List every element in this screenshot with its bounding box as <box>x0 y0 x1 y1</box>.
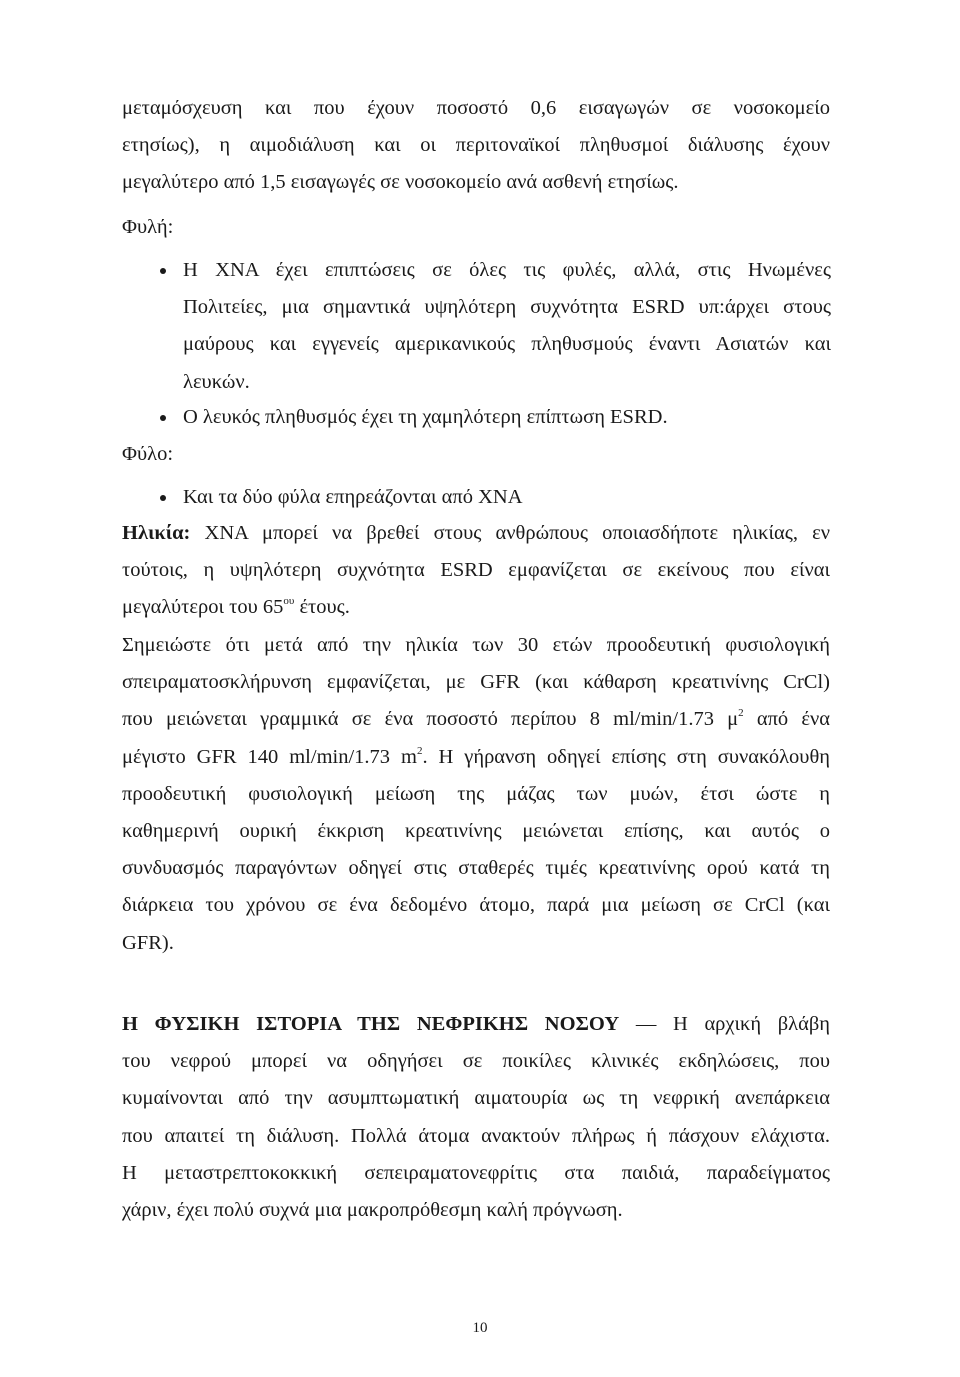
text-line: διάρκεια του χρόνου σε ένα δεδομένο άτομο, παρά μια μείωση σε CrCl (και <box>122 894 830 917</box>
text-segment: μέγιστο GFR 140 ml/min/1.73 m <box>122 745 417 768</box>
text-segment: έτους. <box>294 596 350 619</box>
text-line: λευκών. <box>183 370 250 393</box>
superscript: ου <box>283 595 295 608</box>
text-segment: που μειώνεται γραμμικά σε ένα ποσοστό περίπου 8 ml/min/1.73 μ <box>122 708 739 731</box>
text-line <box>122 701 830 738</box>
text-line: μεγαλύτερο από 1,5 εισαγωγές σε νοσοκομείο ανά ασθενή ετησίως. <box>122 171 679 194</box>
age-paragraph <box>122 515 830 627</box>
text-line <box>122 515 830 552</box>
text-line: μαύρους και εγγενείς αμερικανικούς πληθυσμούς έναντι Ασιατών και <box>183 333 831 356</box>
age-label: Ηλικία: <box>122 522 191 544</box>
text-line: του νεφρού μπορεί να οδηγήσει σε ποικίλες κλινικές εκδηλώσεις, που <box>122 1050 830 1073</box>
bullet-icon <box>160 415 166 421</box>
text-line: που απαιτεί τη διάλυση. Πολλά άτομα ανακτούν πλήρως ή πάσχουν ελάχιστα. <box>122 1124 830 1147</box>
superscript: 2 <box>416 744 423 757</box>
sex-bullet-1 <box>183 479 831 516</box>
text-line: συνδυασμός παραγόντων οδηγεί στις σταθερές τιμές κρεατινίνης ορού κατά τη <box>122 857 830 880</box>
text-line: Η μεταστρεπτοκοκκική σεπειραματονεφρίτις στα παιδιά, παραδείγματος <box>122 1161 830 1184</box>
text-segment: . Η γήρανση οδηγεί επίσης στη συνακόλουθη <box>422 745 830 768</box>
text-line: Σημειώστε ότι μετά από την ηλικία των 30 ετών προοδευτική φυσιολογική <box>122 634 830 656</box>
text-line: καθημερινή ουρική έκκριση κρεατινίνης μειώνεται επίσης, και αυτός ο <box>122 820 830 843</box>
intro-paragraph <box>122 90 830 202</box>
sex-heading: Φύλο: <box>122 443 174 465</box>
text-line: Και τα δύο φύλα επηρεάζονται από ΧΝΑ <box>183 486 523 508</box>
text-line: Πολιτείες, μια σημαντικά υψηλότερη συχνότητα ESRD υπ:άρχει στους <box>183 296 831 319</box>
text-line: προοδευτική φυσιολογική μείωση της μάζας των μυών, έτσι ώστε η <box>122 782 830 805</box>
text-line: χάριν, έχει πολύ συχνά μια μακροπρόθεσμη καλή πρόγνωση. <box>122 1199 623 1222</box>
superscript: 2 <box>738 707 744 720</box>
text-line: μεταμόσχευση και που έχουν ποσοστό 0,6 εισαγωγών σε νοσοκομείο <box>122 97 830 119</box>
text-segment: μεγαλύτεροι του 65 <box>122 596 284 619</box>
note-paragraph <box>122 627 830 962</box>
text-line <box>122 1006 830 1043</box>
bullet-icon <box>160 495 166 501</box>
page-number: 10 <box>472 1320 488 1336</box>
history-paragraph <box>122 1006 830 1229</box>
text-line <box>122 589 830 626</box>
text-line: σπειραματοσκλήρυνση εμφανίζεται, με GFR (και κάθαρση κρεατινίνης CrCl) <box>122 671 830 694</box>
text-line: κυμαίνονται από την ασυμπτωματική αιματουρία ως τη νεφρική ανεπάρκεια <box>122 1087 830 1110</box>
race-bullet-2 <box>183 399 831 436</box>
race-heading: Φυλή: <box>122 216 174 238</box>
text-line: Η ΧΝΑ έχει επιπτώσεις σε όλες τις φυλές, αλλά, στις Ηνωμένες <box>183 259 831 281</box>
race-bullet-1 <box>183 252 831 401</box>
section-title: Η ΦΥΣΙΚΗ ΙΣΤΟΡΙΑ ΤΗΣ ΝΕΦΡΙΚΗΣ ΝΟΣΟΥ <box>122 1013 620 1035</box>
text-segment: — Η αρχική βλάβη <box>619 1013 831 1035</box>
text-line: Ο λευκός πληθυσμός έχει τη χαμηλότερη επίπτωση ESRD. <box>183 406 668 428</box>
text-line <box>122 739 830 776</box>
text-segment: από ένα <box>743 708 830 731</box>
text-line: ετησίως), η αιμοδιάλυση και οι περιτοναϊκοί πληθυσμοί διάλυσης έχουν <box>122 134 830 157</box>
bullet-icon <box>160 268 166 274</box>
text-segment: ΧΝΑ μπορεί να βρεθεί στους ανθρώπους οποιασδήποτε ηλικίας, εν <box>190 522 830 544</box>
text-line: GFR). <box>122 931 174 954</box>
text-line: τούτοις, η υψηλότερη συχνότητα ESRD εμφανίζεται σε εκείνους που είναι <box>122 559 830 582</box>
